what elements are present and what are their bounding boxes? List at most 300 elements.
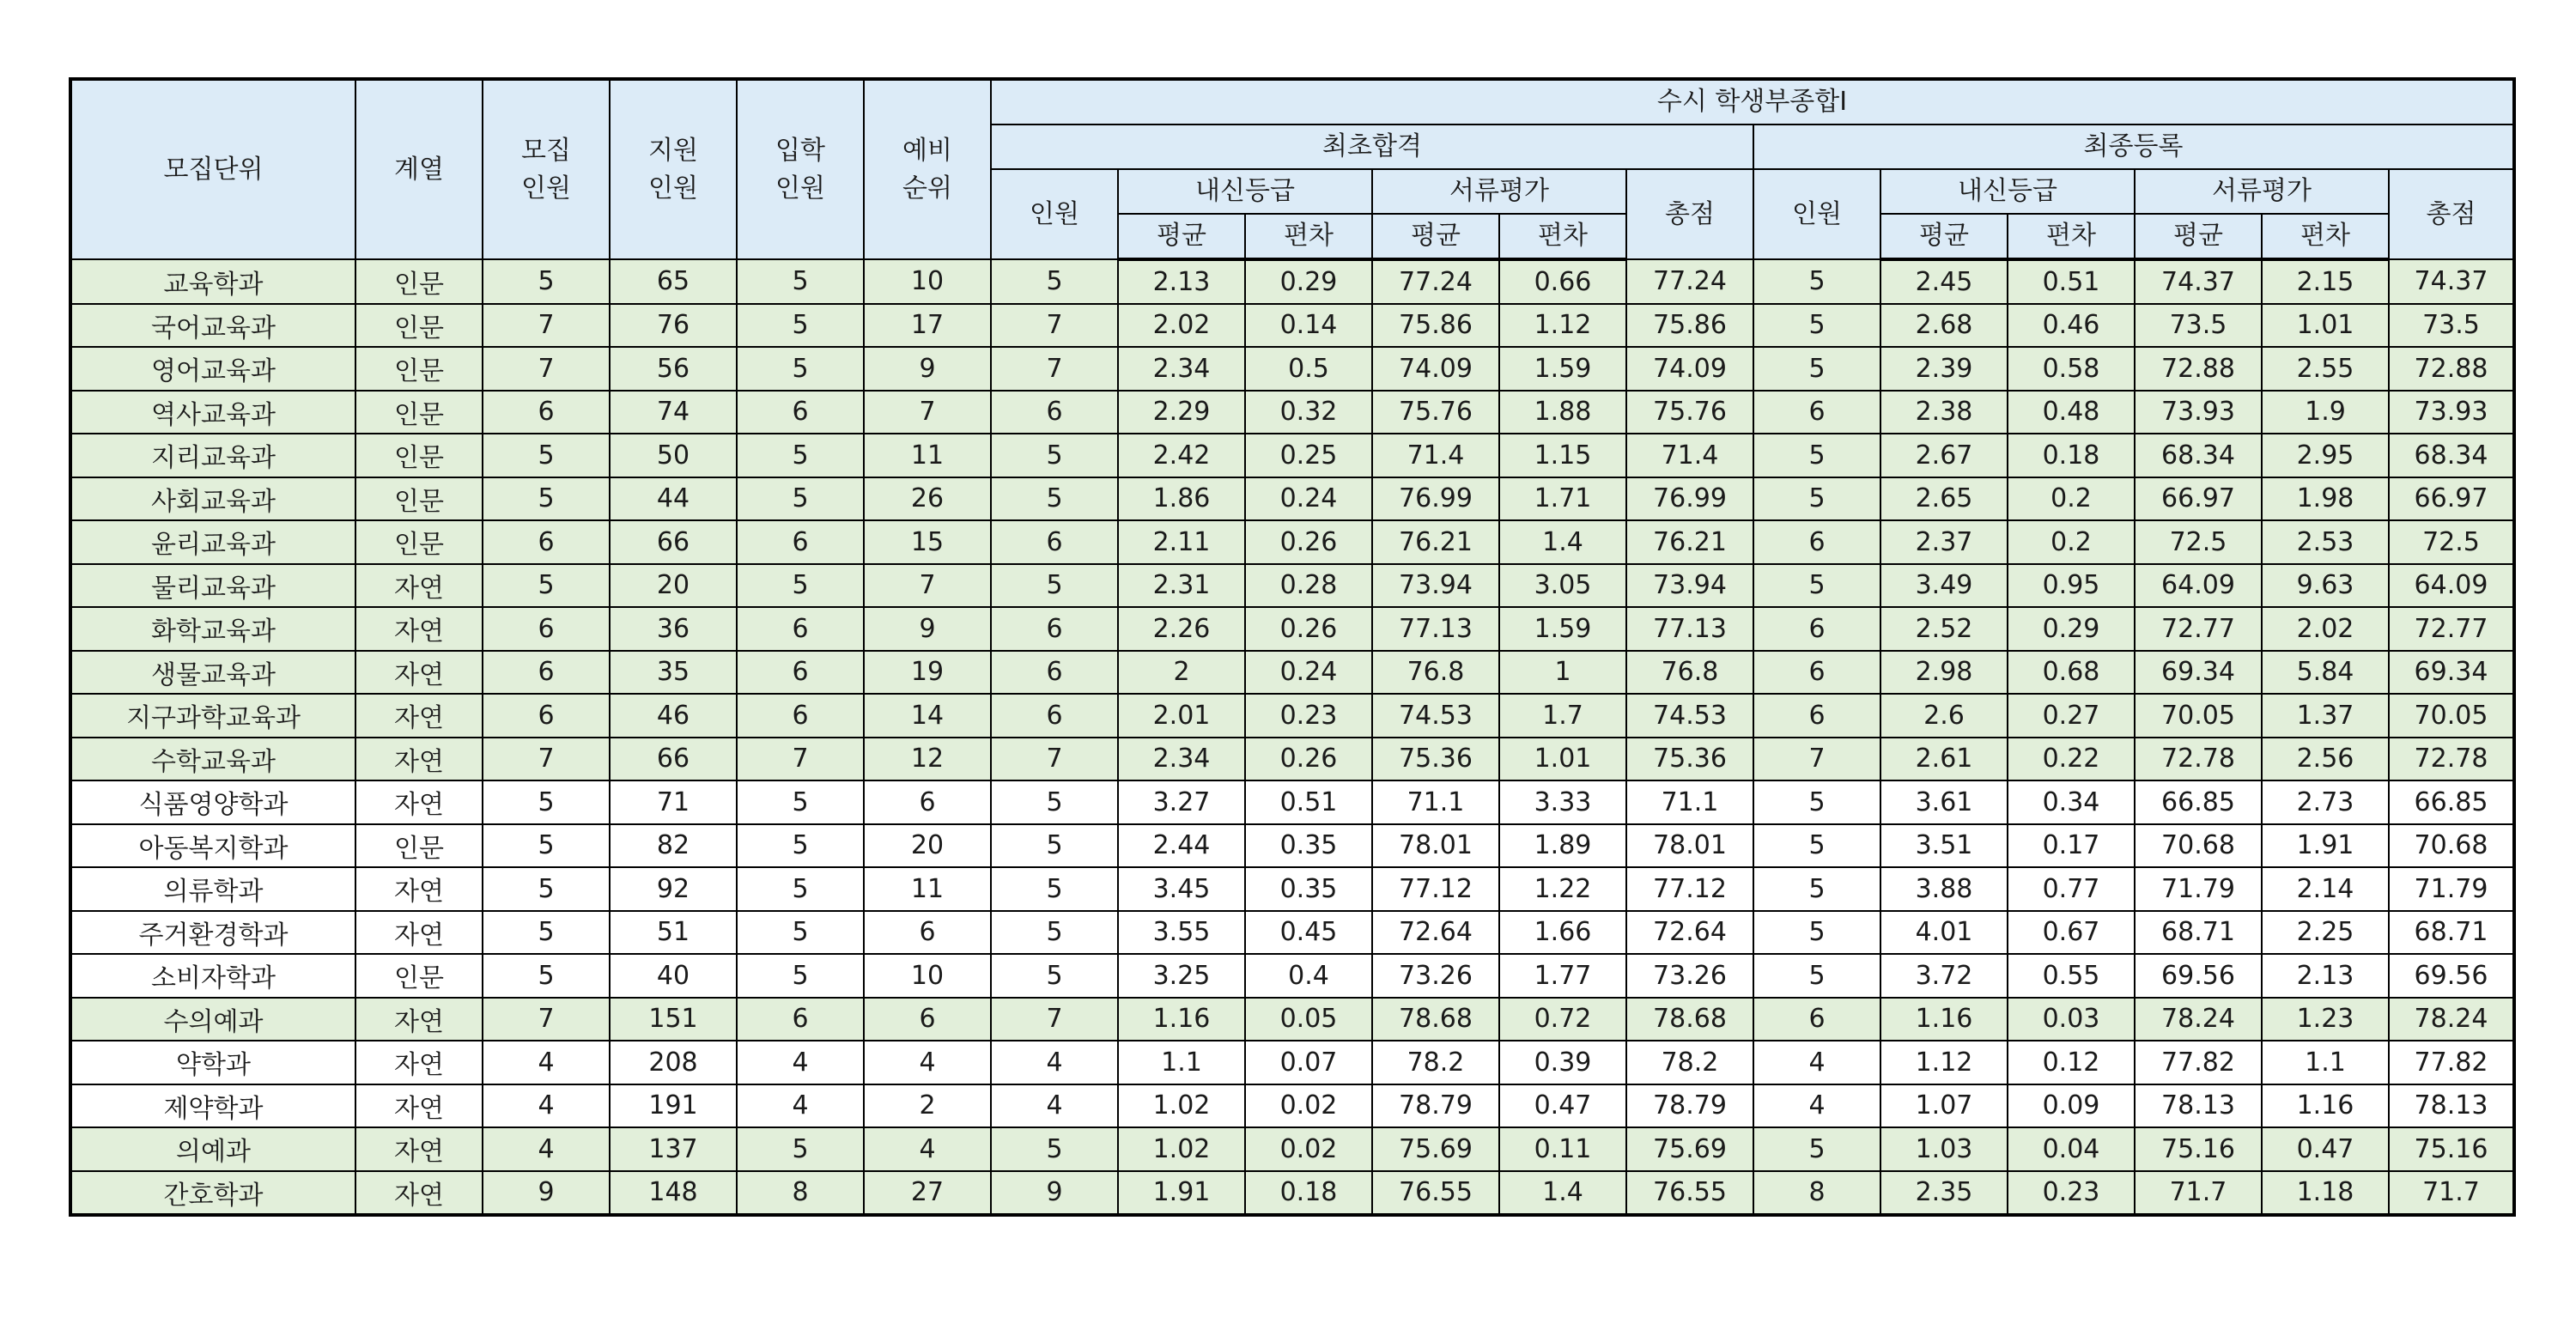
cell-recruit: 6 xyxy=(483,607,610,651)
cell-first-grade-dev: 0.4 xyxy=(1245,954,1372,998)
cell-unit: 영어교육과 xyxy=(70,347,355,391)
cell-first-grade-avg: 2.01 xyxy=(1118,694,1245,738)
cell-wait: 14 xyxy=(864,694,991,738)
cell-apply: 76 xyxy=(610,304,737,348)
cell-wait: 15 xyxy=(864,520,991,564)
cell-final-count: 5 xyxy=(1753,347,1880,391)
cell-final-grade-avg: 2.98 xyxy=(1880,651,2008,695)
cell-final-count: 5 xyxy=(1753,867,1880,911)
cell-recruit: 6 xyxy=(483,651,610,695)
cell-final-grade-dev: 0.29 xyxy=(2008,607,2135,651)
cell-wait: 17 xyxy=(864,304,991,348)
cell-recruit: 5 xyxy=(483,259,610,304)
cell-final-doc-dev: 2.53 xyxy=(2262,520,2389,564)
cell-final-total: 72.77 xyxy=(2389,607,2514,651)
cell-track: 인문 xyxy=(355,954,483,998)
cell-wait: 10 xyxy=(864,259,991,304)
cell-final-doc-avg: 78.24 xyxy=(2135,998,2262,1041)
cell-final-grade-avg: 3.61 xyxy=(1880,780,2008,824)
cell-final-grade-avg: 2.6 xyxy=(1880,694,2008,738)
cell-first-doc-dev: 1.89 xyxy=(1499,824,1626,868)
cell-first-grade-avg: 3.55 xyxy=(1118,911,1245,955)
cell-final-total: 78.13 xyxy=(2389,1084,2514,1128)
cell-wait: 11 xyxy=(864,434,991,477)
cell-admit: 4 xyxy=(737,1041,864,1084)
cell-track: 인문 xyxy=(355,434,483,477)
cell-first-grade-avg: 1.86 xyxy=(1118,477,1245,521)
cell-final-grade-avg: 2.35 xyxy=(1880,1171,2008,1216)
cell-apply: 40 xyxy=(610,954,737,998)
cell-first-doc-avg: 78.79 xyxy=(1372,1084,1499,1128)
cell-final-total: 64.09 xyxy=(2389,564,2514,608)
cell-unit: 지리교육과 xyxy=(70,434,355,477)
cell-final-count: 5 xyxy=(1753,1127,1880,1171)
cell-wait: 4 xyxy=(864,1041,991,1084)
cell-first-grade-avg: 3.45 xyxy=(1118,867,1245,911)
cell-wait: 27 xyxy=(864,1171,991,1216)
cell-final-total: 70.05 xyxy=(2389,694,2514,738)
cell-apply: 74 xyxy=(610,391,737,434)
cell-final-doc-avg: 72.78 xyxy=(2135,738,2262,781)
cell-final-count: 5 xyxy=(1753,434,1880,477)
first-grade-header: 내신등급 xyxy=(1118,169,1372,214)
cell-first-grade-avg: 2 xyxy=(1118,651,1245,695)
table-row xyxy=(70,738,2514,781)
cell-apply: 56 xyxy=(610,347,737,391)
cell-first-doc-dev: 1.15 xyxy=(1499,434,1626,477)
cell-first-total: 73.26 xyxy=(1626,954,1753,998)
cell-recruit: 4 xyxy=(483,1084,610,1128)
cell-final-grade-dev: 0.2 xyxy=(2008,477,2135,521)
cell-first-count: 5 xyxy=(991,780,1118,824)
cell-admit: 5 xyxy=(737,867,864,911)
final-total-header: 총점 xyxy=(2389,169,2514,259)
cell-first-doc-dev: 1.88 xyxy=(1499,391,1626,434)
cell-track: 자연 xyxy=(355,1084,483,1128)
cell-apply: 148 xyxy=(610,1171,737,1216)
cell-final-doc-avg: 72.5 xyxy=(2135,520,2262,564)
cell-first-grade-avg: 3.25 xyxy=(1118,954,1245,998)
cell-final-doc-dev: 1.23 xyxy=(2262,998,2389,1041)
cell-unit: 소비자학과 xyxy=(70,954,355,998)
cell-final-count: 5 xyxy=(1753,824,1880,868)
cell-final-doc-avg: 75.16 xyxy=(2135,1127,2262,1171)
cell-final-doc-dev: 0.47 xyxy=(2262,1127,2389,1171)
table-row xyxy=(70,1171,2514,1216)
cell-first-doc-avg: 76.55 xyxy=(1372,1171,1499,1216)
cell-track: 자연 xyxy=(355,1171,483,1216)
cell-final-grade-dev: 0.48 xyxy=(2008,391,2135,434)
cell-first-total: 76.21 xyxy=(1626,520,1753,564)
cell-unit: 지구과학교육과 xyxy=(70,694,355,738)
cell-first-count: 5 xyxy=(991,477,1118,521)
table-row xyxy=(70,867,2514,911)
cell-admit: 7 xyxy=(737,738,864,781)
cell-track: 자연 xyxy=(355,694,483,738)
cell-first-grade-avg: 2.11 xyxy=(1118,520,1245,564)
cell-first-doc-avg: 73.94 xyxy=(1372,564,1499,608)
cell-final-count: 5 xyxy=(1753,564,1880,608)
cell-final-total: 72.88 xyxy=(2389,347,2514,391)
cell-first-count: 7 xyxy=(991,347,1118,391)
col-header-wait xyxy=(864,79,991,259)
table-body xyxy=(70,259,2514,1215)
first-total-header: 총점 xyxy=(1626,169,1753,259)
cell-final-count: 6 xyxy=(1753,391,1880,434)
cell-first-count: 6 xyxy=(991,651,1118,695)
cell-final-doc-dev: 2.13 xyxy=(2262,954,2389,998)
table-row xyxy=(70,477,2514,521)
cell-recruit: 6 xyxy=(483,391,610,434)
cell-first-grade-dev: 0.02 xyxy=(1245,1084,1372,1128)
cell-final-grade-avg: 2.52 xyxy=(1880,607,2008,651)
cell-first-total: 75.86 xyxy=(1626,304,1753,348)
cell-first-doc-dev: 3.05 xyxy=(1499,564,1626,608)
cell-final-count: 7 xyxy=(1753,738,1880,781)
cell-final-total: 73.93 xyxy=(2389,391,2514,434)
cell-first-grade-dev: 0.28 xyxy=(1245,564,1372,608)
cell-apply: 137 xyxy=(610,1127,737,1171)
cell-first-doc-avg: 74.09 xyxy=(1372,347,1499,391)
cell-first-count: 9 xyxy=(991,1171,1118,1216)
table-row xyxy=(70,1127,2514,1171)
cell-first-grade-dev: 0.05 xyxy=(1245,998,1372,1041)
cell-final-doc-dev: 1.1 xyxy=(2262,1041,2389,1084)
cell-first-total: 77.13 xyxy=(1626,607,1753,651)
cell-final-doc-avg: 71.7 xyxy=(2135,1171,2262,1216)
cell-track: 인문 xyxy=(355,477,483,521)
cell-final-grade-avg: 4.01 xyxy=(1880,911,2008,955)
cell-first-grade-dev: 0.26 xyxy=(1245,520,1372,564)
cell-track: 인문 xyxy=(355,824,483,868)
cell-first-count: 7 xyxy=(991,998,1118,1041)
cell-admit: 6 xyxy=(737,651,864,695)
cell-first-total: 71.4 xyxy=(1626,434,1753,477)
cell-first-doc-avg: 75.36 xyxy=(1372,738,1499,781)
cell-final-doc-dev: 2.56 xyxy=(2262,738,2389,781)
cell-final-total: 72.78 xyxy=(2389,738,2514,781)
cell-recruit: 5 xyxy=(483,824,610,868)
cell-unit: 의류학과 xyxy=(70,867,355,911)
cell-first-doc-dev: 1.22 xyxy=(1499,867,1626,911)
cell-final-grade-dev: 0.77 xyxy=(2008,867,2135,911)
cell-track: 인문 xyxy=(355,347,483,391)
first-grade-dev-header: 편차 xyxy=(1245,214,1372,259)
cell-first-doc-avg: 71.4 xyxy=(1372,434,1499,477)
cell-first-count: 4 xyxy=(991,1084,1118,1128)
cell-final-count: 4 xyxy=(1753,1084,1880,1128)
cell-first-grade-dev: 0.35 xyxy=(1245,824,1372,868)
cell-final-grade-dev: 0.34 xyxy=(2008,780,2135,824)
cell-final-grade-avg: 2.65 xyxy=(1880,477,2008,521)
cell-first-doc-dev: 1.59 xyxy=(1499,347,1626,391)
cell-admit: 4 xyxy=(737,1084,864,1128)
cell-final-doc-dev: 1.01 xyxy=(2262,304,2389,348)
cell-final-doc-avg: 72.77 xyxy=(2135,607,2262,651)
cell-first-doc-avg: 76.8 xyxy=(1372,651,1499,695)
cell-final-grade-dev: 0.67 xyxy=(2008,911,2135,955)
cell-first-grade-dev: 0.26 xyxy=(1245,738,1372,781)
admissions-results-table xyxy=(69,77,2516,1217)
cell-first-doc-avg: 71.1 xyxy=(1372,780,1499,824)
cell-track: 인문 xyxy=(355,520,483,564)
admissions-table-container xyxy=(69,77,2512,1217)
cell-first-count: 7 xyxy=(991,738,1118,781)
table-row xyxy=(70,651,2514,695)
table-row xyxy=(70,347,2514,391)
cell-first-doc-dev: 1.71 xyxy=(1499,477,1626,521)
table-row xyxy=(70,607,2514,651)
cell-final-count: 6 xyxy=(1753,694,1880,738)
table-row xyxy=(70,259,2514,304)
cell-first-count: 5 xyxy=(991,954,1118,998)
cell-track: 인문 xyxy=(355,259,483,304)
cell-unit: 수학교육과 xyxy=(70,738,355,781)
cell-final-total: 66.97 xyxy=(2389,477,2514,521)
cell-admit: 8 xyxy=(737,1171,864,1216)
cell-admit: 6 xyxy=(737,694,864,738)
cell-wait: 9 xyxy=(864,347,991,391)
table-row xyxy=(70,780,2514,824)
cell-final-grade-dev: 0.03 xyxy=(2008,998,2135,1041)
group-header-first: 최초합격 xyxy=(991,124,1753,169)
table-row xyxy=(70,911,2514,955)
cell-final-total: 68.71 xyxy=(2389,911,2514,955)
cell-final-grade-dev: 0.09 xyxy=(2008,1084,2135,1128)
cell-first-total: 74.53 xyxy=(1626,694,1753,738)
cell-first-doc-dev: 1 xyxy=(1499,651,1626,695)
table-row xyxy=(70,520,2514,564)
cell-admit: 5 xyxy=(737,347,864,391)
cell-first-grade-avg: 1.91 xyxy=(1118,1171,1245,1216)
cell-final-doc-dev: 2.25 xyxy=(2262,911,2389,955)
cell-final-doc-dev: 1.16 xyxy=(2262,1084,2389,1128)
cell-final-count: 5 xyxy=(1753,954,1880,998)
cell-final-doc-dev: 5.84 xyxy=(2262,651,2389,695)
first-grade-avg-header: 평균 xyxy=(1118,214,1245,259)
group-header-final: 최종등록 xyxy=(1753,124,2514,169)
cell-apply: 35 xyxy=(610,651,737,695)
cell-track: 자연 xyxy=(355,867,483,911)
cell-first-total: 75.76 xyxy=(1626,391,1753,434)
cell-first-doc-avg: 75.69 xyxy=(1372,1127,1499,1171)
cell-wait: 7 xyxy=(864,564,991,608)
cell-final-grade-dev: 0.22 xyxy=(2008,738,2135,781)
cell-final-grade-dev: 0.17 xyxy=(2008,824,2135,868)
cell-first-doc-dev: 0.39 xyxy=(1499,1041,1626,1084)
cell-first-count: 5 xyxy=(991,1127,1118,1171)
cell-track: 자연 xyxy=(355,607,483,651)
cell-first-grade-dev: 0.45 xyxy=(1245,911,1372,955)
cell-final-grade-avg: 1.16 xyxy=(1880,998,2008,1041)
cell-final-total: 68.34 xyxy=(2389,434,2514,477)
cell-final-count: 8 xyxy=(1753,1171,1880,1216)
cell-first-doc-dev: 1.12 xyxy=(1499,304,1626,348)
cell-first-doc-dev: 0.72 xyxy=(1499,998,1626,1041)
cell-final-doc-avg: 68.71 xyxy=(2135,911,2262,955)
cell-first-doc-avg: 75.76 xyxy=(1372,391,1499,434)
cell-admit: 5 xyxy=(737,434,864,477)
cell-apply: 191 xyxy=(610,1084,737,1128)
cell-recruit: 7 xyxy=(483,998,610,1041)
cell-track: 인문 xyxy=(355,304,483,348)
cell-first-grade-avg: 2.42 xyxy=(1118,434,1245,477)
cell-admit: 5 xyxy=(737,259,864,304)
cell-recruit: 5 xyxy=(483,434,610,477)
cell-first-count: 5 xyxy=(991,867,1118,911)
cell-final-total: 71.79 xyxy=(2389,867,2514,911)
cell-final-grade-dev: 0.55 xyxy=(2008,954,2135,998)
cell-first-count: 7 xyxy=(991,304,1118,348)
cell-wait: 20 xyxy=(864,824,991,868)
first-doc-header: 서류평가 xyxy=(1372,169,1626,214)
cell-first-grade-dev: 0.25 xyxy=(1245,434,1372,477)
cell-unit: 식품영양학과 xyxy=(70,780,355,824)
cell-apply: 50 xyxy=(610,434,737,477)
cell-wait: 6 xyxy=(864,780,991,824)
cell-first-count: 4 xyxy=(991,1041,1118,1084)
cell-final-grade-dev: 0.95 xyxy=(2008,564,2135,608)
cell-final-grade-avg: 3.49 xyxy=(1880,564,2008,608)
cell-final-doc-dev: 2.02 xyxy=(2262,607,2389,651)
cell-final-total: 71.7 xyxy=(2389,1171,2514,1216)
col-header-admit xyxy=(737,79,864,259)
cell-final-grade-dev: 0.58 xyxy=(2008,347,2135,391)
cell-first-total: 78.79 xyxy=(1626,1084,1753,1128)
col-header-unit: 모집단위 xyxy=(70,79,355,259)
cell-apply: 65 xyxy=(610,259,737,304)
cell-recruit: 5 xyxy=(483,911,610,955)
cell-wait: 19 xyxy=(864,651,991,695)
cell-recruit: 4 xyxy=(483,1041,610,1084)
cell-track: 자연 xyxy=(355,564,483,608)
cell-final-doc-avg: 70.05 xyxy=(2135,694,2262,738)
cell-first-grade-avg: 2.26 xyxy=(1118,607,1245,651)
cell-final-doc-dev: 1.91 xyxy=(2262,824,2389,868)
cell-final-grade-avg: 2.45 xyxy=(1880,259,2008,304)
cell-final-doc-dev: 1.18 xyxy=(2262,1171,2389,1216)
first-doc-dev-header: 편차 xyxy=(1499,214,1626,259)
cell-first-total: 75.36 xyxy=(1626,738,1753,781)
cell-final-doc-dev: 2.95 xyxy=(2262,434,2389,477)
cell-track: 자연 xyxy=(355,780,483,824)
cell-recruit: 7 xyxy=(483,738,610,781)
cell-final-total: 77.82 xyxy=(2389,1041,2514,1084)
cell-track: 자연 xyxy=(355,1041,483,1084)
cell-apply: 44 xyxy=(610,477,737,521)
cell-first-count: 5 xyxy=(991,259,1118,304)
cell-first-grade-dev: 0.51 xyxy=(1245,780,1372,824)
col-header-track: 계열 xyxy=(355,79,483,259)
first-count-header: 인원 xyxy=(991,169,1118,259)
col-header-wait-label: 예비 순위 xyxy=(902,135,952,203)
first-doc-avg-header: 평균 xyxy=(1372,214,1499,259)
cell-admit: 6 xyxy=(737,607,864,651)
cell-apply: 82 xyxy=(610,824,737,868)
cell-first-total: 78.2 xyxy=(1626,1041,1753,1084)
cell-first-doc-avg: 76.99 xyxy=(1372,477,1499,521)
table-header xyxy=(70,79,2514,259)
cell-first-doc-dev: 0.11 xyxy=(1499,1127,1626,1171)
cell-final-grade-avg: 3.72 xyxy=(1880,954,2008,998)
cell-final-count: 5 xyxy=(1753,780,1880,824)
cell-first-grade-avg: 2.31 xyxy=(1118,564,1245,608)
cell-apply: 51 xyxy=(610,911,737,955)
cell-final-doc-avg: 72.88 xyxy=(2135,347,2262,391)
cell-first-grade-dev: 0.24 xyxy=(1245,651,1372,695)
cell-first-doc-dev: 1.4 xyxy=(1499,520,1626,564)
cell-final-total: 69.56 xyxy=(2389,954,2514,998)
cell-final-doc-avg: 73.93 xyxy=(2135,391,2262,434)
cell-unit: 사회교육과 xyxy=(70,477,355,521)
col-header-recruit-label: 모집 인원 xyxy=(521,135,571,203)
cell-final-grade-avg: 2.68 xyxy=(1880,304,2008,348)
cell-final-doc-avg: 78.13 xyxy=(2135,1084,2262,1128)
final-count-header: 인원 xyxy=(1753,169,1880,259)
cell-first-grade-dev: 0.02 xyxy=(1245,1127,1372,1171)
cell-first-doc-avg: 76.21 xyxy=(1372,520,1499,564)
cell-apply: 66 xyxy=(610,738,737,781)
cell-wait: 11 xyxy=(864,867,991,911)
cell-unit: 약학과 xyxy=(70,1041,355,1084)
cell-first-count: 5 xyxy=(991,564,1118,608)
cell-first-grade-dev: 0.24 xyxy=(1245,477,1372,521)
cell-final-count: 5 xyxy=(1753,477,1880,521)
col-header-admit-label: 입학 인원 xyxy=(775,135,825,203)
cell-first-total: 76.55 xyxy=(1626,1171,1753,1216)
cell-wait: 4 xyxy=(864,1127,991,1171)
cell-recruit: 5 xyxy=(483,867,610,911)
cell-apply: 208 xyxy=(610,1041,737,1084)
cell-first-total: 71.1 xyxy=(1626,780,1753,824)
cell-final-count: 4 xyxy=(1753,1041,1880,1084)
cell-first-count: 5 xyxy=(991,434,1118,477)
cell-unit: 수의예과 xyxy=(70,998,355,1041)
cell-first-grade-dev: 0.26 xyxy=(1245,607,1372,651)
cell-recruit: 5 xyxy=(483,564,610,608)
cell-recruit: 6 xyxy=(483,520,610,564)
final-grade-avg-header: 평균 xyxy=(1880,214,2008,259)
cell-final-grade-dev: 0.51 xyxy=(2008,259,2135,304)
cell-admit: 5 xyxy=(737,911,864,955)
cell-unit: 국어교육과 xyxy=(70,304,355,348)
cell-wait: 2 xyxy=(864,1084,991,1128)
table-row xyxy=(70,954,2514,998)
cell-unit: 아동복지학과 xyxy=(70,824,355,868)
table-row xyxy=(70,564,2514,608)
cell-first-doc-avg: 74.53 xyxy=(1372,694,1499,738)
cell-first-grade-avg: 2.34 xyxy=(1118,738,1245,781)
cell-first-total: 77.12 xyxy=(1626,867,1753,911)
table-row xyxy=(70,1041,2514,1084)
cell-final-doc-avg: 71.79 xyxy=(2135,867,2262,911)
cell-first-grade-avg: 3.27 xyxy=(1118,780,1245,824)
cell-wait: 12 xyxy=(864,738,991,781)
cell-track: 자연 xyxy=(355,911,483,955)
cell-apply: 92 xyxy=(610,867,737,911)
cell-final-total: 69.34 xyxy=(2389,651,2514,695)
cell-final-count: 6 xyxy=(1753,520,1880,564)
cell-apply: 151 xyxy=(610,998,737,1041)
cell-final-grade-dev: 0.68 xyxy=(2008,651,2135,695)
cell-first-total: 74.09 xyxy=(1626,347,1753,391)
final-doc-avg-header: 평균 xyxy=(2135,214,2262,259)
cell-first-total: 78.68 xyxy=(1626,998,1753,1041)
cell-final-doc-avg: 68.34 xyxy=(2135,434,2262,477)
cell-final-grade-dev: 0.23 xyxy=(2008,1171,2135,1216)
cell-final-total: 74.37 xyxy=(2389,259,2514,304)
cell-final-doc-avg: 77.82 xyxy=(2135,1041,2262,1084)
